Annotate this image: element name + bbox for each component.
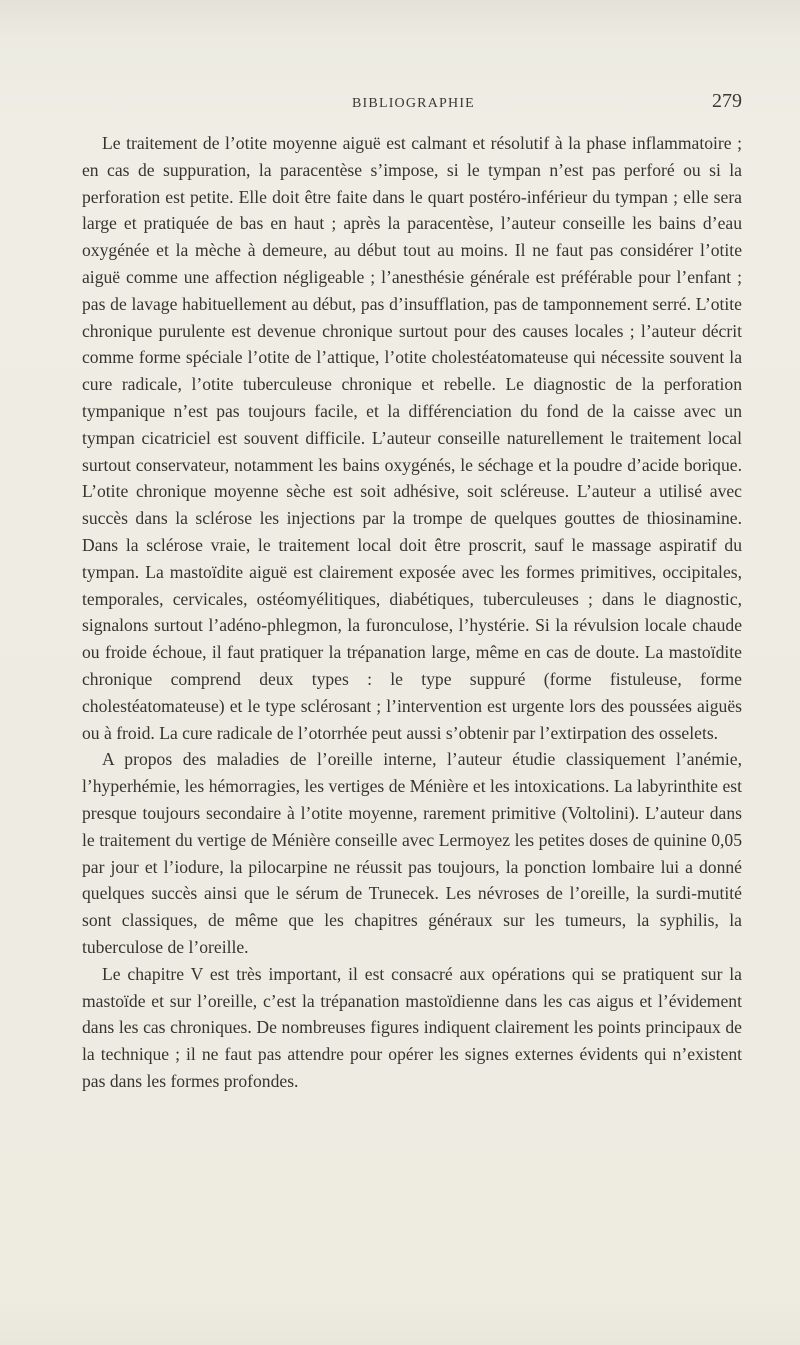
page-header: [82, 90, 742, 118]
page-number: 279: [712, 90, 742, 112]
paragraph-oreille-interne: A propos des maladies de l’oreille interne, l’auteur étudie classiquement l’anémie, l’hyperhémie, les hémorragies, les vertiges de Ménière et les intoxications. La labyrinthite est presque toujours secondaire à l’otite moyenne, rarement primitive (Voltolini). L’auteur dans le traitement du vertige de Ménière conseille avec Lermoyez les petites doses de quinine 0,05 par jour et l’iodure, la pilocarpine ne réussit pas toujours, la ponction lombaire lui a donné quelques succès ainsi que le sérum de Trunecek. Les névroses de l’oreille, la surdi-mutité sont classiques, de même que les chapitres généraux sur les tumeurs, la syphilis, la tuberculose de l’oreille.: [82, 749, 742, 957]
body-text: [82, 130, 742, 1095]
running-head: BIBLIOGRAPHIE: [352, 96, 475, 111]
paragraph-otite: Le traitement de l’otite moyenne aiguë est calmant et résolutif à la phase inflammatoire ; en cas de suppuration, la paracentèse s’impose, si le tympan n’est pas perforé ou si la perforation est petite. Elle doit être faite dans le quart postéro-inférieur du tympan ; elle sera large et pratiquée de bas en haut ; après la paracentèse, l’auteur conseille les bains d’eau oxygénée et la mèche à demeure, au début tout au moins. Il ne faut pas considérer l’otite aiguë comme une affection négligeable ; l’anesthésie générale est préférable pour l’enfant ; pas de lavage habituellement au début, pas d’insufflation, pas de tamponnement serré. L’otite chronique purulente est devenue chronique surtout pour des causes locales ; l’auteur décrit comme forme spéciale l’otite de l’attique, l’otite cholestéatomateuse qui nécessite souvent la cure radicale, l’otite tuberculeuse chronique et rebelle. Le diagnostic de la perforation tympanique n’est pas toujours facile, et la différenciation du fond de la caisse avec un tympan cicatriciel est souvent difficile. L’auteur conseille naturellement le traitement local surtout conservateur, notamment les bains oxygénés, le séchage et la poudre d’acide borique. L’otite chronique moyenne sèche est soit adhésive, soit scléreuse. L’auteur a utilisé avec succès dans la sclérose les injections par la trompe de quelques gouttes de thiosinamine. Dans la sclérose vraie, le traitement local doit être proscrit, sauf le massage aspiratif du tympan. La mastoïdite aiguë est clairement exposée avec les formes primitives, occipitales, temporales, cervicales, ostéomyélitiques, diabétiques, tuberculeuses ; dans le diagnostic, signalons surtout l’adéno-phlegmon, la furonculose, l’hystérie. Si la révulsion locale chaude ou froide échoue, il faut pratiquer la trépanation large, même en cas de doute. La mastoïdite chronique comprend deux types : le type suppuré (forme fistuleuse, forme cholestéatomateuse) et le type sclérosant ; l’intervention est urgente lors des poussées aiguës ou à froid. La cure radicale de l’otorrhée peut aussi s’obtenir par l’extirpation des osselets.: [82, 133, 742, 743]
paragraph-chapitre-v: Le chapitre V est très important, il est consacré aux opérations qui se pratiquent sur la mastoïde et sur l’oreille, c’est la trépanation mastoïdienne dans les cas aigus et l’évidement dans les cas chroniques. De nombreuses figures indiquent clairement les points principaux de la technique ; il ne faut pas attendre pour opérer les signes externes évidents qui n’existent pas dans les formes profondes.: [82, 963, 742, 1091]
